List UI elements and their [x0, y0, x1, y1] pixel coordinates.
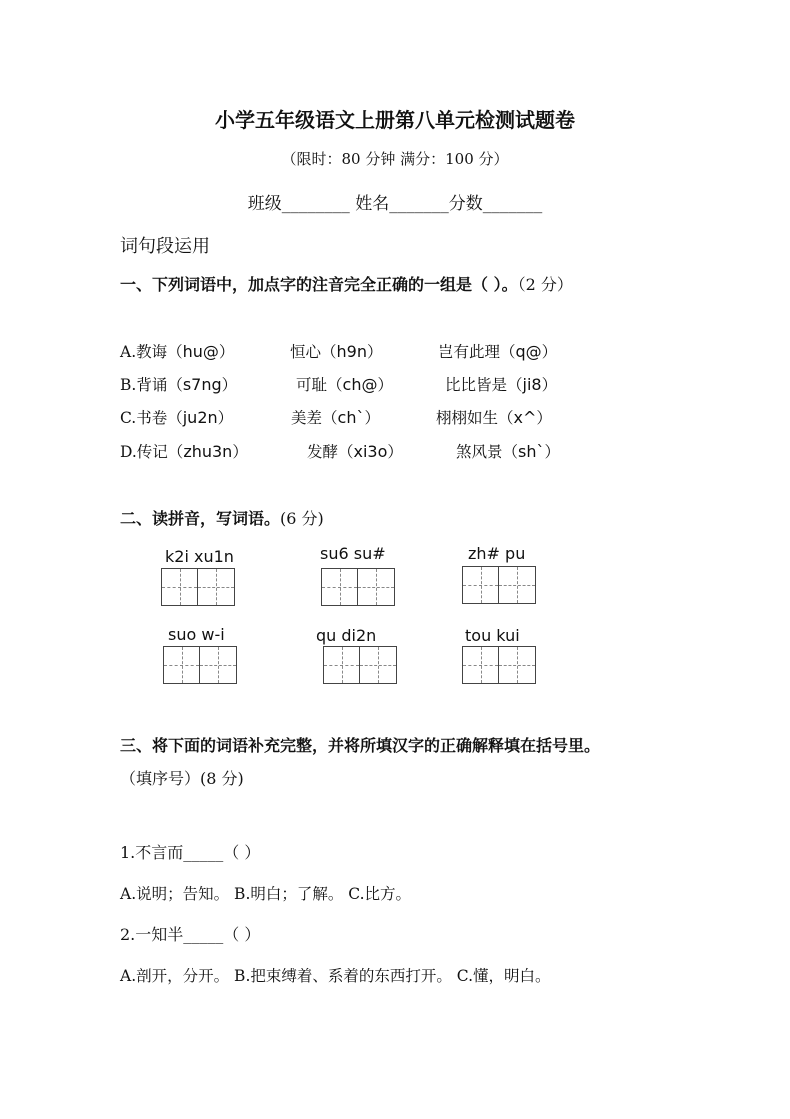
writing-grid[interactable]: [321, 568, 395, 606]
pinyin-label: tou kui: [465, 626, 520, 645]
pinyin-label: suo w-i: [168, 625, 225, 644]
pinyin-label: k2i xu1n: [165, 547, 234, 566]
writing-grid[interactable]: [161, 568, 235, 606]
question-3-prompt: 三、将下面的词语补充完整，并将所填汉字的正确解释填在括号里。: [120, 736, 601, 755]
q3-item-1-options: A.说明；告知。 B.明白；了解。 C.比方。: [120, 885, 412, 903]
q3-item-2-options: A.剖开，分开。 B.把束缚着、系着的东西打开。 C.懂，明白。: [120, 967, 551, 985]
question-3-note: （填序号）(8 分): [120, 769, 244, 788]
section-title: 词句段运用: [120, 236, 210, 257]
question-1: [120, 272, 573, 295]
writing-grid[interactable]: [163, 646, 237, 684]
pinyin-label: su6 su#: [320, 544, 386, 563]
exam-title: 小学五年级语文上册第八单元检测试题卷: [215, 108, 575, 132]
question-2: [120, 506, 324, 529]
question-2-prompt: 二、读拼音，写词语。: [120, 509, 281, 528]
writing-grid[interactable]: [462, 566, 536, 604]
pinyin-label: zh# pu: [468, 544, 526, 563]
writing-grid[interactable]: [323, 646, 397, 684]
question-1-points: （2 分）: [517, 275, 573, 294]
student-info-line: 班级________ 姓名_______分数_______: [247, 194, 543, 214]
pinyin-label: qu di2n: [316, 626, 377, 645]
exam-subtitle: （限时：80 分钟 满分：100 分）: [281, 150, 509, 168]
question-1-prompt: 一、下列词语中，加点字的注音完全正确的一组是（ ）。: [120, 275, 518, 294]
writing-grid[interactable]: [462, 646, 536, 684]
question-2-points: (6 分): [280, 509, 324, 528]
q3-item-1: 1.不言而_____（ ）: [120, 843, 261, 862]
q3-item-2: 2.一知半_____（ ）: [120, 925, 261, 944]
